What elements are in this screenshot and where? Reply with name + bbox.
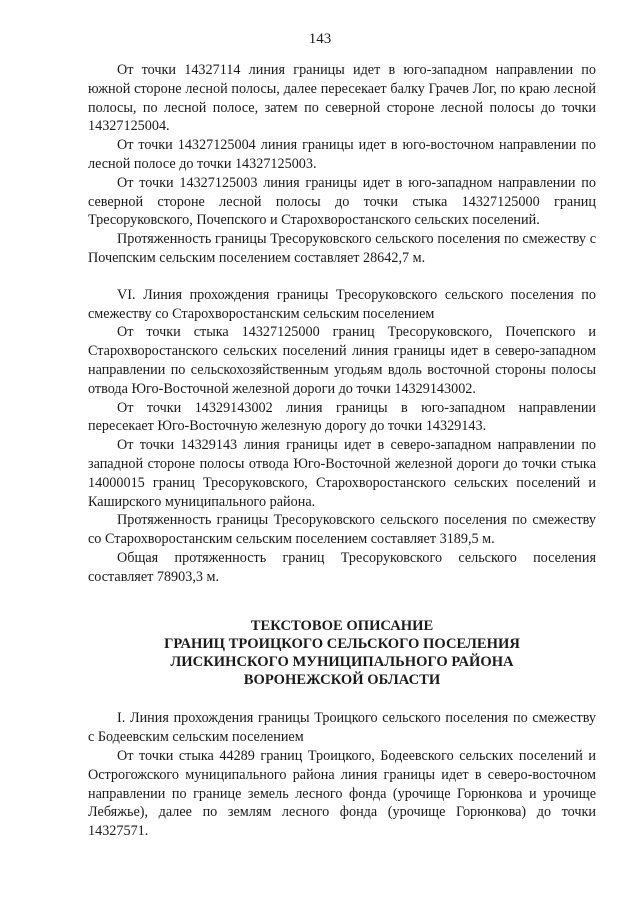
spacer [88, 587, 596, 617]
paragraph: От точки стыка 14327125000 границ Тресоруковского, Почепского и Старохворостанского сельских поселений линия границы идет в северо-западном направлении по сельскохозяйственным угодьям вдоль восточной стороны полосы отвода Юго-Восточной железной дороги до точки 14329143002. [88, 324, 596, 397]
title-line: ТЕКСТОВОЕ ОПИСАНИЕ [250, 617, 434, 634]
title-line: ГРАНИЦ ТРОИЦКОГО СЕЛЬСКОГО ПОСЕЛЕНИЯ [164, 635, 520, 652]
paragraph: От точки 14329143002 линия границы в юго-западном направлении пересекает Юго-Восточную железную дорогу до точки 14329143. [88, 399, 596, 435]
paragraph: Протяженность границы Тресоруковского сельского поселения по смежеству со Старохворостанским сельским поселением составляет 3189,5 м. [88, 512, 596, 548]
title-line: ЛИСКИНСКОГО МУНИЦИПАЛЬНОГО РАЙОНА [170, 653, 514, 670]
title-line: ВОРОНЕЖСКОЙ ОБЛАСТИ [243, 672, 441, 689]
document-title [88, 617, 596, 690]
paragraph: Общая протяженность границ Тресоруковского сельского поселения составляет 78903,3 м. [88, 549, 596, 585]
paragraph: От точки 14327114 линия границы идет в юго-западном направлении по южной стороне лесной полосы, далее пересекает балку Грачев Лог, по краю лесной полосы, по лесной полосе, затем по северной стороне лесной полосы до точки 14327125004. [88, 62, 596, 135]
paragraph: От точки 14327125004 линия границы идет в юго-восточном направлении по лесной полосе до точки 14327125003. [88, 137, 596, 172]
paragraph: От точки 14329143 линия границы идет в северо-западном направлении по западной стороне полосы отвода Юго-Восточной железной дороги до точки стыка 14000015 границ Тресоруковского, Старохворостанского сельских поселений и Каширского муниципального района. [88, 437, 596, 510]
page-number: 143 [308, 31, 332, 47]
spacer [88, 268, 596, 286]
paragraph: От точки 14327125003 линия границы идет в юго-западном направлении по северной стороне лесной полосы до точки стыка 14327125000 границ Тресоруковского, Почепского и Старохворостанского сельских поселений. [88, 174, 596, 229]
body-text [88, 61, 596, 841]
section-heading: VI. Линия прохождения границы Тресоруковского сельского поселения по смежеству со Старохворостанским сельским поселением [88, 286, 596, 322]
paragraph: От точки стыка 44289 границ Троицкого, Бодеевского сельских поселений и Острогожского муниципального района линия границы идет в северо-восточном направлении по границе земель лесного фонда (урочище Горюнкова и урочище Лебяжье), далее по землям лесного фонда (урочище Горюнкова) до точки 14327571. [88, 747, 596, 840]
section-heading: I. Линия прохождения границы Троицкого сельского поселения по смежеству с Бодеевским сельским поселением [88, 710, 596, 746]
spacer [88, 689, 596, 709]
paragraph: Протяженность границы Тресоруковского сельского поселения по смежеству с Почепским сельским поселением составляет 28642,7 м. [88, 231, 596, 266]
